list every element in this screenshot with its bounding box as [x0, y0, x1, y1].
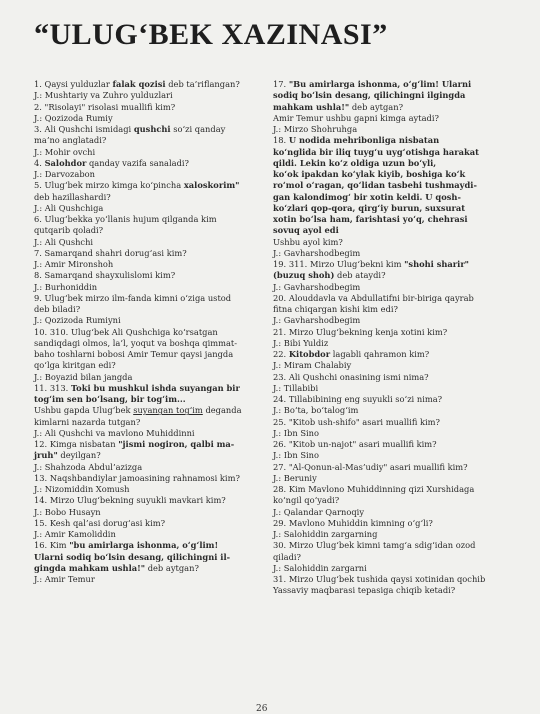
- right-line: [273, 405, 507, 416]
- text-run: lagabli qahramon kim?: [330, 349, 430, 359]
- text-run: fitna chiqargan kishi kim edi?: [273, 304, 398, 314]
- right-line: [273, 192, 507, 203]
- text-run: 22.: [273, 349, 289, 359]
- text-run: J.: Amir Temur: [34, 574, 95, 584]
- text-run: 31. Mirzo Ulug‘bek tushida qaysi xotinidan qochib: [273, 574, 486, 584]
- text-run: suyangan tog‘im: [133, 405, 203, 416]
- left-line: [34, 450, 258, 461]
- text-run: gan kalondimog‘ bir xotin keldi. U qosh-: [273, 191, 461, 202]
- text-run: 28. Kim Mavlono Muhiddinning qizi Xurshidaga: [273, 484, 475, 494]
- right-line: [273, 495, 507, 506]
- left-line: [34, 180, 258, 191]
- right-line: [273, 563, 507, 574]
- text-run: J.: Bo‘ta, bo‘talog‘im: [273, 405, 359, 416]
- text-run: 26. "Kitob un-najot" asari muallifi kim?: [273, 439, 437, 449]
- right-line: [273, 259, 507, 270]
- text-run: Kitobdor: [288, 349, 331, 359]
- text-run: baho toshlarni bobosi Amir Temur qaysi jangda: [34, 349, 234, 359]
- left-line: [34, 484, 258, 495]
- text-run: so‘zi qanday: [170, 124, 226, 134]
- right-line: [273, 237, 507, 248]
- left-line: [34, 518, 258, 529]
- text-run: J.: Shahzoda Abdul’azizga: [34, 461, 143, 472]
- text-run: sodiq bo‘lsin desang, qilichingni ilgingda: [273, 90, 466, 101]
- text-run: xaloskorim": [183, 180, 240, 191]
- left-line: [34, 473, 258, 484]
- left-line: [34, 248, 258, 259]
- left-line: [34, 417, 258, 428]
- right-line: [273, 574, 507, 585]
- text-run: ko‘ngil qo‘yadi?: [273, 495, 340, 506]
- right-line: [273, 180, 507, 191]
- text-run: J.: Bobo Husayn: [34, 506, 101, 517]
- text-run: "jismi nogiron, qalbi ma-: [118, 439, 235, 449]
- left-column: [34, 79, 258, 585]
- left-line: [34, 282, 258, 293]
- text-run: Ularni sodiq bo‘lsin desang, qilichingni il-: [34, 551, 231, 562]
- text-run: ko‘nglida bir iliq tuyg‘u uyg‘otishga harakat: [273, 146, 479, 157]
- right-line: [273, 113, 507, 124]
- left-line: [34, 315, 258, 326]
- text-run: 13. Naqshbandiylar jamoasining rahnamosi kim?: [34, 472, 240, 483]
- text-run: mahkam ushla!": [273, 101, 350, 112]
- left-line: [34, 428, 258, 439]
- left-line: [34, 270, 258, 281]
- text-run: qutqarib qoladi?: [34, 225, 104, 236]
- left-line: [34, 462, 258, 473]
- text-run: deb aytgan?: [349, 101, 404, 112]
- text-run: 29. Mavlono Muhiddin kimning o‘g‘li?: [273, 517, 433, 528]
- right-line: [273, 428, 507, 439]
- right-column: [273, 79, 507, 597]
- right-line: [273, 203, 507, 214]
- text-run: deganda: [202, 405, 242, 416]
- left-line: [34, 237, 258, 248]
- text-run: Ushbu ayol kim?: [273, 236, 343, 247]
- text-run: Ushbu gapda Ulug‘bek: [34, 405, 134, 416]
- right-line: [273, 270, 507, 281]
- page-title: “ULUG‘BEK XAZINASI”: [34, 18, 388, 51]
- left-line: [34, 338, 258, 349]
- left-line: [34, 540, 258, 551]
- text-run: 10. 310. Ulug‘bek Ali Qushchiga ko‘rsatgan: [34, 326, 218, 337]
- right-line: [273, 360, 507, 371]
- text-run: J.: Nizomiddin Xomush: [34, 484, 130, 494]
- left-line: [34, 102, 258, 113]
- left-line: [34, 304, 258, 315]
- text-run: J.: Beruniy: [273, 472, 317, 483]
- text-run: J.: Mohir ovchi: [34, 146, 96, 157]
- text-run: Yassaviy maqbarasi tepasiga chiqib ketadi?: [273, 585, 456, 596]
- text-run: xotin bo‘lsa ham, farishtasi yo‘q, chehrasi: [273, 214, 468, 224]
- text-run: deb ta’riflangan?: [165, 79, 240, 89]
- right-line: [273, 225, 507, 236]
- left-line: [34, 383, 258, 394]
- text-run: qo‘lga kiritgan edi?: [34, 360, 116, 371]
- left-line: [34, 214, 258, 225]
- left-line: [34, 394, 258, 405]
- right-line: [273, 248, 507, 259]
- right-line: [273, 462, 507, 473]
- text-run: 11. 313.: [34, 382, 71, 393]
- right-line: [273, 214, 507, 225]
- right-line: [273, 552, 507, 563]
- page-number: 26: [256, 704, 268, 714]
- right-line: [273, 90, 507, 101]
- text-run: sovuq ayol edi: [273, 225, 339, 236]
- right-line: [273, 282, 507, 293]
- right-line: [273, 417, 507, 428]
- text-run: ma’no anglatadi?: [34, 135, 107, 146]
- text-run: 18.: [273, 135, 289, 146]
- text-run: J.: Qozizoda Rumiy: [34, 112, 113, 123]
- text-run: J.: Qalandar Qarnoqiy: [273, 506, 365, 517]
- right-line: [273, 135, 507, 146]
- right-line: [273, 169, 507, 180]
- text-run: 7. Samarqand shahri dorug‘asi kim?: [34, 247, 187, 258]
- text-run: J.: Boyazid bilan jangda: [34, 371, 133, 382]
- left-line: [34, 372, 258, 383]
- right-line: [273, 518, 507, 529]
- left-line: [34, 327, 258, 338]
- right-line: [273, 473, 507, 484]
- left-line: [34, 349, 258, 360]
- left-line: [34, 124, 258, 135]
- text-run: J.: Bibi Yuldiz: [273, 337, 329, 348]
- text-run: 25. "Kitob ush-shifo" asari muallifi kim?: [273, 416, 440, 427]
- left-line: [34, 259, 258, 270]
- text-run: 17.: [273, 79, 289, 89]
- text-run: qushchi: [133, 124, 171, 134]
- right-line: [273, 293, 507, 304]
- text-run: 9. Ulug‘bek mirzo ilm-fanda kimni o‘ziga ustod: [34, 292, 232, 303]
- text-run: 24. Tillabibining eng suyukli so‘zi nima?: [273, 394, 443, 404]
- text-run: J.: Burhoniddin: [34, 281, 98, 292]
- text-run: J.: Ibn Sino: [273, 427, 319, 438]
- text-run: ro‘mol o‘ragan, qo‘lidan tasbehi tushmaydi-: [273, 180, 477, 191]
- text-run: J.: Amir Mironshoh: [34, 259, 114, 269]
- right-line: [273, 304, 507, 315]
- text-run: 15. Kesh qal’asi dorug‘asi kim?: [34, 517, 166, 528]
- text-run: deb hazillashardi?: [34, 191, 111, 202]
- left-line: [34, 360, 258, 371]
- text-run: Salohdor: [44, 157, 87, 168]
- left-line: [34, 113, 258, 124]
- right-line: [273, 372, 507, 383]
- text-run: qiladi?: [273, 551, 301, 562]
- right-line: [273, 338, 507, 349]
- right-line: [273, 529, 507, 540]
- left-line: [34, 135, 258, 146]
- text-run: J.: Gavharshodbegim: [273, 247, 361, 258]
- text-run: 23. Ali Qushchi onasining ismi nima?: [273, 371, 429, 382]
- text-run: deyilgan?: [57, 450, 101, 461]
- text-run: 1. Qaysi yulduzlar: [34, 79, 113, 89]
- text-run: J.: Ali Qushchi: [34, 236, 94, 247]
- text-run: qildi. Lekin ko‘z oldiga uzun bo‘yli,: [273, 157, 437, 168]
- left-line: [34, 79, 258, 90]
- text-run: 27. "Al-Qonun-al-Mas’udiy" asari muallifi kim?: [273, 461, 468, 472]
- left-line: [34, 507, 258, 518]
- text-run: "shohi sharir": [404, 259, 470, 269]
- text-run: 20. Alouddavla va Abdullatifni bir-biriga qayrab: [273, 292, 474, 303]
- text-run: ko‘zlari qop-qora, qirg‘iy burun, suxsurat: [273, 202, 466, 213]
- right-line: [273, 383, 507, 394]
- right-line: [273, 484, 507, 495]
- right-line: [273, 439, 507, 450]
- left-line: [34, 563, 258, 574]
- text-run: J.: Qozizoda Rumiyni: [34, 315, 121, 326]
- text-run: 14. Mirzo Ulug‘bekning suyukli mavkari kim?: [34, 495, 226, 506]
- right-line: [273, 315, 507, 326]
- left-line: [34, 439, 258, 450]
- text-run: 12. Kimga nisbatan: [34, 439, 119, 449]
- text-run: 5. Ulug‘bek mirzo kimga ko‘pincha: [34, 180, 184, 191]
- right-line: [273, 79, 507, 90]
- right-line: [273, 507, 507, 518]
- left-line: [34, 147, 258, 158]
- text-run: J.: Gavharshodbegim: [273, 281, 361, 292]
- text-run: 30. Mirzo Ulug‘bek kimni tamg‘a sdig‘idan ozod: [273, 540, 476, 551]
- left-line: [34, 225, 258, 236]
- text-run: J.: Miram Chalabiy: [273, 360, 352, 371]
- text-run: 2. "Risolayi" risolasi muallifi kim?: [34, 101, 176, 112]
- text-run: 21. Mirzo Ulug‘bekning kenja xotini kim?: [273, 326, 448, 337]
- left-line: [34, 574, 258, 585]
- right-line: [273, 102, 507, 113]
- text-run: deb biladi?: [34, 304, 81, 314]
- text-run: J.: Amir Kamoliddin: [34, 529, 116, 539]
- text-run: gingda mahkam ushla!": [34, 562, 146, 573]
- text-run: J.: Mirzo Shohruhga: [273, 124, 358, 134]
- text-run: qanday vazifa sanaladi?: [86, 157, 190, 168]
- right-line: [273, 147, 507, 158]
- text-run: J.: Tillabibi: [273, 382, 319, 393]
- right-line: [273, 540, 507, 551]
- text-run: 8. Samarqand shayxulislomi kim?: [34, 270, 176, 281]
- text-run: 6. Ulug‘bekka yo‘llanis hujum qilganda kim: [34, 214, 217, 224]
- right-line: [273, 450, 507, 461]
- text-run: J.: Ali Qushchi va mavlono Muhiddinni: [34, 427, 195, 438]
- left-line: [34, 293, 258, 304]
- text-run: J.: Gavharshodbegim: [273, 315, 361, 326]
- text-run: J.: Mushtariy va Zuhro yulduzlari: [34, 90, 173, 101]
- left-line: [34, 158, 258, 169]
- right-line: [273, 327, 507, 338]
- text-run: tog‘im sen bo‘lsang, bir tog‘im...: [34, 394, 186, 404]
- text-run: J.: Salohiddin zargarni: [273, 562, 367, 573]
- text-run: ko‘ok ipakdan ko‘ylak kiyib, boshiga ko‘k: [273, 169, 466, 179]
- text-run: J.: Darvozabon: [34, 169, 95, 179]
- text-run: Amir Temur ushbu gapni kimga aytadi?: [273, 112, 439, 123]
- text-run: J.: Salohiddin zargarning: [273, 529, 378, 539]
- text-run: kimlarni nazarda tutgan?: [34, 416, 141, 427]
- left-line: [34, 169, 258, 180]
- text-run: sandiqdagi olmos, la’l, yoqut va boshqa qimmat-: [34, 337, 238, 348]
- right-line: [273, 124, 507, 135]
- text-run: Toki bu mushkul ishda suyangan bir: [70, 382, 240, 393]
- right-line: [273, 349, 507, 360]
- left-line: [34, 90, 258, 101]
- text-run: U nodida mehribonliga nisbatan: [288, 135, 440, 146]
- text-run: 16. Kim: [34, 540, 70, 551]
- text-run: "bu amirlarga ishonma, o‘g‘lim!: [69, 540, 219, 551]
- left-line: [34, 552, 258, 563]
- text-run: 19. 311. Mirzo Ulug‘bekni kim: [273, 259, 405, 269]
- text-run: "Bu amirlarga ishonma, o‘g‘lim! Ularni: [288, 79, 472, 89]
- right-line: [273, 585, 507, 596]
- text-run: 4.: [34, 157, 45, 168]
- right-line: [273, 158, 507, 169]
- text-run: (buzuq shoh): [273, 270, 335, 281]
- text-run: J.: Ibn Sino: [273, 450, 319, 461]
- left-line: [34, 529, 258, 540]
- text-run: deb aytgan?: [145, 562, 199, 573]
- right-line: [273, 394, 507, 405]
- text-run: deb ataydi?: [334, 270, 386, 281]
- left-line: [34, 405, 258, 416]
- left-line: [34, 203, 258, 214]
- text-run: J.: Ali Qushchiga: [34, 202, 104, 213]
- text-run: 3. Ali Qushchi ismidagi: [34, 124, 134, 134]
- left-line: [34, 192, 258, 203]
- left-line: [34, 495, 258, 506]
- text-run: jruh": [34, 450, 58, 461]
- text-run: falak qozisi: [112, 79, 166, 89]
